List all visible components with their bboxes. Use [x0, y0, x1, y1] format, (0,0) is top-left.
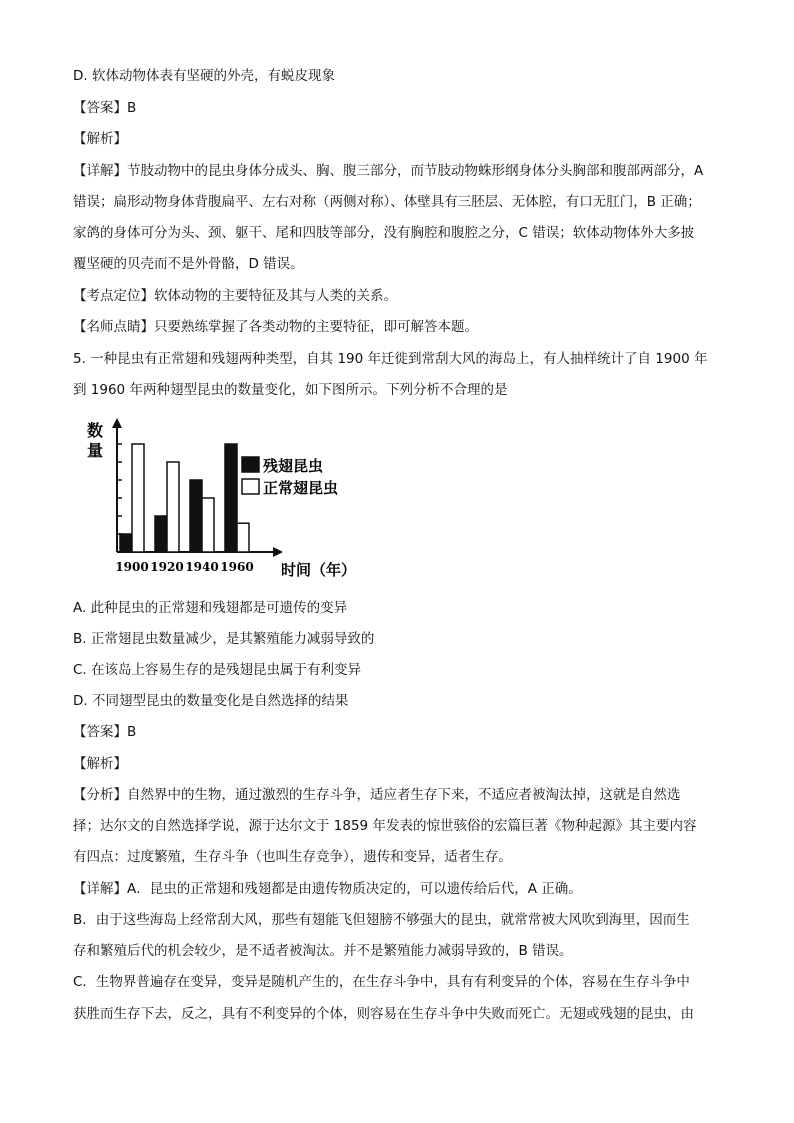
detail-line-4: 覆坚硬的贝壳而不是外骨骼，D 错误。: [73, 256, 304, 272]
q5-option-b: B. 正常翅昆虫数量减少，是其繁殖能力减弱导致的: [73, 631, 375, 647]
q5-option-a: A. 此种昆虫的正常翅和残翅都是可遗传的变异: [73, 600, 348, 616]
q5-fenxi-3: 有四点：过度繁殖，生存斗争（也叫生存竞争），遗传和变异，适者生存。: [73, 849, 512, 865]
y-label-2: 量: [87, 441, 104, 460]
legend-swatch-vestigial: [242, 457, 259, 472]
bar-normal-1900: [132, 444, 144, 552]
q5-analysis-label: 【解析】: [73, 756, 127, 772]
kaodian: 【考点定位】软体动物的主要特征及其与人类的关系。: [73, 288, 397, 304]
mingshi: 【名师点睛】只要熟练掌握了各类动物的主要特征，即可解答本题。: [73, 319, 478, 335]
bar-vestigial-1960: [225, 444, 237, 552]
q5-answer: 【答案】B: [73, 724, 137, 740]
bar-normal-1920: [167, 462, 179, 552]
detail-line-1: 【详解】节肢动物中的昆虫身体分成头、胸、腹三部分，而节肢动物蛛形纲身体分头胸部和腹部两部分，A: [73, 163, 704, 179]
q5-fenxi-1: 【分析】自然界中的生物，通过激烈的生存斗争，适应者生存下来，不适应者被淘汰掉，这就是自然选: [73, 787, 681, 803]
legend: [242, 457, 338, 497]
analysis-label-prev: 【解析】: [73, 131, 127, 147]
x-axis-label: 时间（年）: [281, 561, 357, 579]
x-tick-label: 1900: [115, 560, 149, 574]
bars-group: [120, 444, 249, 552]
q5-detail-2: B．由于这些海岛上经常刮大风，那些有翅能飞但翅膀不够强大的昆虫，就常常被大风吹到海里，因而生: [73, 912, 690, 928]
legend-swatch-normal: [242, 479, 259, 494]
q5-detail-1: 【详解】A．昆虫的正常翅和残翅都是由遗传物质决定的，可以遗传给后代，A 正确。: [73, 881, 582, 897]
bar-normal-1940: [202, 498, 214, 552]
q5-option-c: C. 在该岛上容易生存的是残翅昆虫属于有利变异: [73, 662, 362, 678]
x-tick-label: 1960: [220, 560, 254, 574]
y-axis: [112, 418, 122, 552]
q5-stem-1: 5. 一种昆虫有正常翅和残翅两种类型，自其 190 年迁徙到常刮大风的海岛上，有人抽样统计了自 1900 年: [73, 351, 708, 367]
q5-stem-2: 到 1960 年两种翅型昆虫的数量变化，如下图所示。下列分析不合理的是: [73, 382, 508, 398]
answer-prev: 【答案】B: [73, 100, 137, 116]
detail-line-2: 错误；扁形动物身体背腹扁平、左右对称（两侧对称）、体壁具有三胚层、无体腔，有口无肛门，B 正确；: [73, 194, 701, 210]
x-tick-label: 1920: [150, 560, 184, 574]
option-d-prev: D. 软体动物体表有坚硬的外壳，有蜕皮现象: [73, 68, 335, 84]
bar-vestigial-1900: [120, 534, 132, 552]
q5-detail-5: 获胜而生存下去，反之，具有不利变异的个体，则容易在生存斗争中失败而死亡。无翅或残翅的昆虫，由: [73, 1006, 694, 1022]
detail-line-3: 家鸽的身体可分为头、颈、躯干、尾和四肢等部分，没有胸腔和腹腔之分，C 错误；软体动物体外大多披: [73, 225, 695, 241]
bar-vestigial-1920: [155, 516, 167, 552]
bar-chart: [85, 416, 375, 581]
legend-label-vestigial: 残翅昆虫: [263, 457, 324, 475]
q5-detail-4: C．生物界普遍存在变异，变异是随机产生的，在生存斗争中，具有有利变异的个体，容易在生存斗争中: [73, 974, 690, 990]
q5-detail-3: 存和繁殖后代的机会较少，是不适者被淘汰。并不是繁殖能力减弱导致的，B 错误。: [73, 943, 573, 959]
x-tick-labels: [115, 560, 253, 574]
bar-normal-1960: [237, 523, 249, 552]
q5-option-d: D. 不同翅型昆虫的数量变化是自然选择的结果: [73, 693, 349, 709]
x-tick-label: 1940: [185, 560, 219, 574]
y-label-1: 数: [87, 421, 104, 440]
q5-fenxi-2: 择；达尔文的自然选择学说，源于达尔文于 1859 年发表的惊世骇俗的宏篇巨著《物种起源》其主要内容: [73, 818, 697, 834]
bar-vestigial-1940: [190, 480, 202, 552]
legend-label-normal: 正常翅昆虫: [263, 479, 339, 497]
